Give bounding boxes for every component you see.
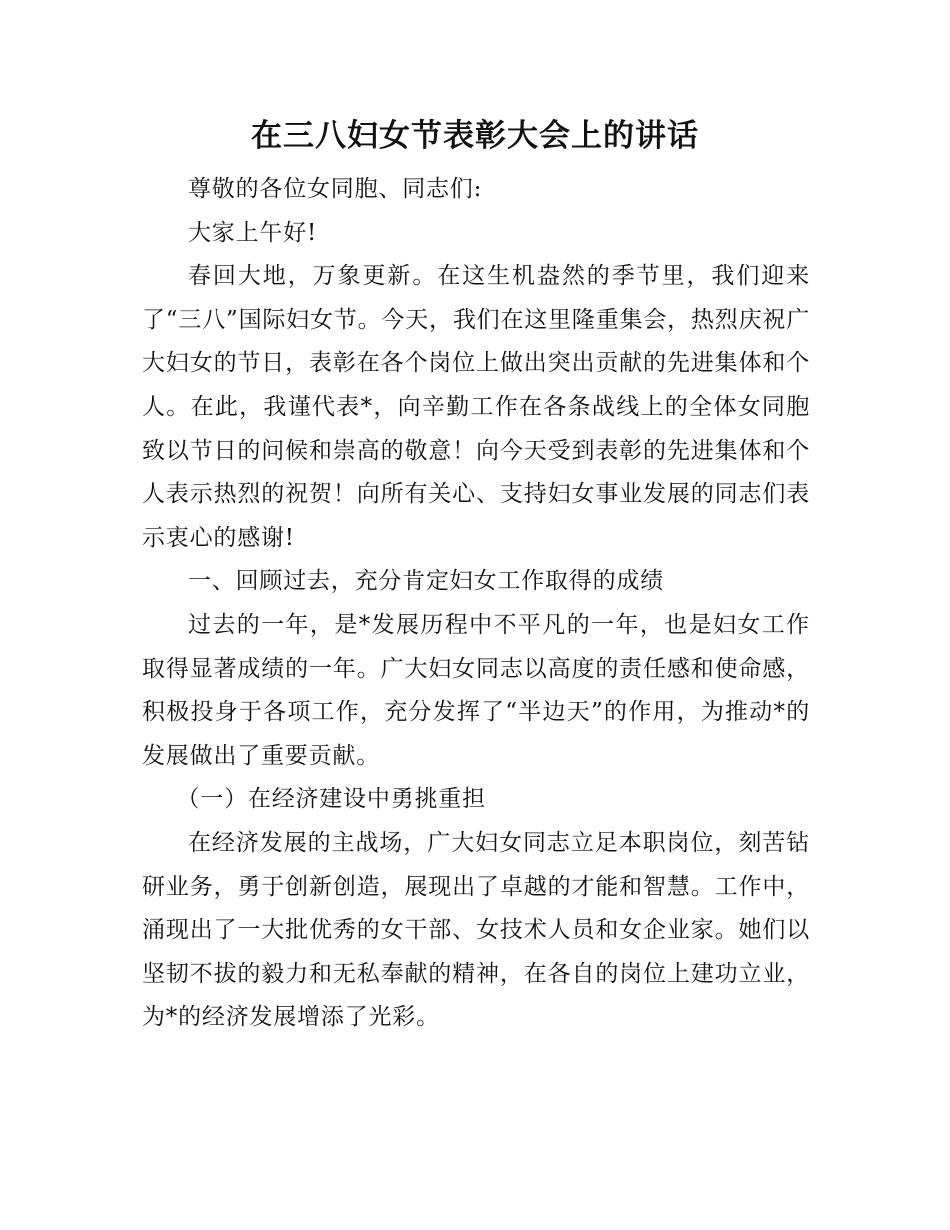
section-heading-1: 一、回顾过去，充分肯定妇女工作取得的成绩 [188, 568, 664, 595]
document-body [142, 168, 810, 1040]
subsection-heading-1: （一）在经济建设中勇挑重担 [176, 786, 486, 813]
salutation: 尊敬的各位女同胞、同志们: [188, 176, 483, 202]
paragraph-intro: 春回大地，万象更新。在这生机盎然的季节里，我们迎来了“三八”国际妇女节。今天，我们在这里隆重集会，热烈庆祝广大妇女的节日，表彰在各个岗位上做出突出贡献的先进集体和个人。在此，我谨代表*，向辛勤工作在各条战线上的全体女同胞致以节日的问候和崇高的敬意！向今天受到表彰的先进集体和个人表示热烈的祝贺！向所有关心、支持妇女事业发展的同志们表示衷心的感谢! [142, 263, 810, 551]
document-title: 在三八妇女节表彰大会上的讲话 [251, 118, 699, 154]
paragraph-economy: 在经济发展的主战场，广大妇女同志立足本职岗位，刻苦钻研业务，勇于创新创造，展现出了卓越的才能和智慧。工作中，涌现出了一大批优秀的女干部、女技术人员和女企业家。她们以坚韧不拔的毅力和无私奉献的精神，在各自的岗位上建功立业，为*的经济发展增添了光彩。 [142, 829, 810, 1031]
greeting: 大家上午好! [188, 219, 318, 246]
paragraph-review: 过去的一年，是*发展历程中不平凡的一年，也是妇女工作取得显著成绩的一年。广大妇女同志以高度的责任感和使命感，积极投身于各项工作，充分发挥了“半边天”的作用，为推动*的发展做出了重要贡献。 [142, 611, 810, 769]
